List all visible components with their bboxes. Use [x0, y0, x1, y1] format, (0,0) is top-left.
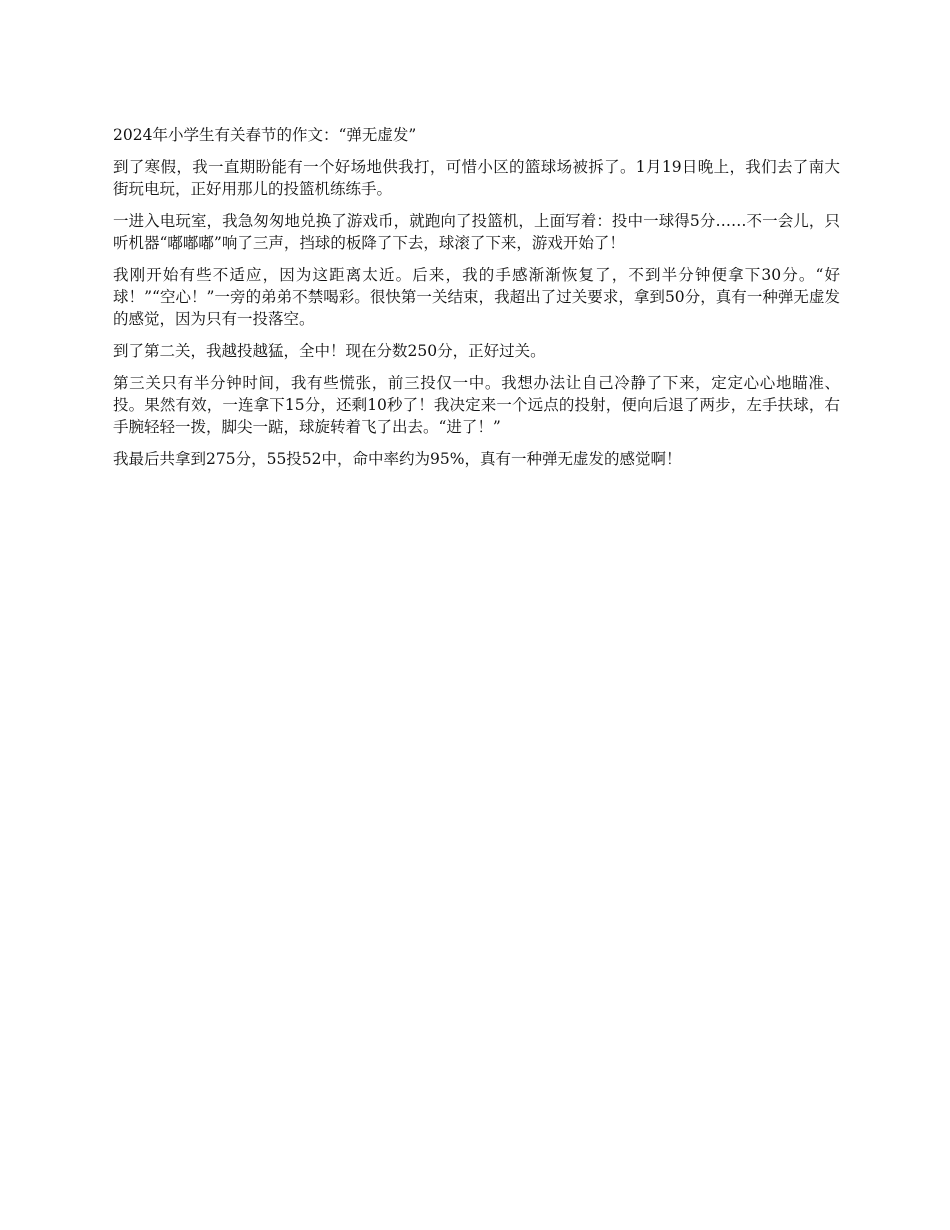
article-title: 2024年小学生有关春节的作文：“弹无虚发” — [113, 126, 417, 144]
article-body — [113, 124, 840, 480]
paragraph-6: 我最后共拿到275分，55投52中，命中率约为95%，真有一种弹无虚发的感觉啊！ — [113, 450, 682, 468]
paragraph-2: 一进入电玩室，我急匆匆地兑换了游戏币，就跑向了投篮机，上面写着：投中一球得5分……不一会儿，只听机器“嘟嘟嘟”响了三声，挡球的板降了下去，球滚了下来，游戏开始了！ — [113, 212, 840, 252]
paragraph-3: 我刚开始有些不适应，因为这距离太近。后来，我的手感渐渐恢复了，不到半分钟便拿下30分。“好球！”“空心！”一旁的弟弟不禁喝彩。很快第一关结束，我超出了过关要求，拿到50分，真有一种弹无虚发的感觉，因为只有一投落空。 — [113, 266, 840, 328]
paragraph-5: 第三关只有半分钟时间，我有些慌张，前三投仅一中。我想办法让自己冷静了下来，定定心心地瞄准、投。果然有效，一连拿下15分，还剩10秒了！我决定来一个远点的投射，便向后退了两步，左手扶球，右手腕轻轻一拨，脚尖一踮，球旋转着飞了出去。“进了！” — [113, 374, 840, 436]
paragraph-4: 到了第二关，我越投越猛，全中！现在分数250分，正好过关。 — [113, 342, 546, 360]
paragraph-1: 到了寒假，我一直期盼能有一个好场地供我打，可惜小区的篮球场被拆了。1月19日晚上，我们去了南大街玩电玩，正好用那儿的投篮机练练手。 — [113, 158, 840, 198]
